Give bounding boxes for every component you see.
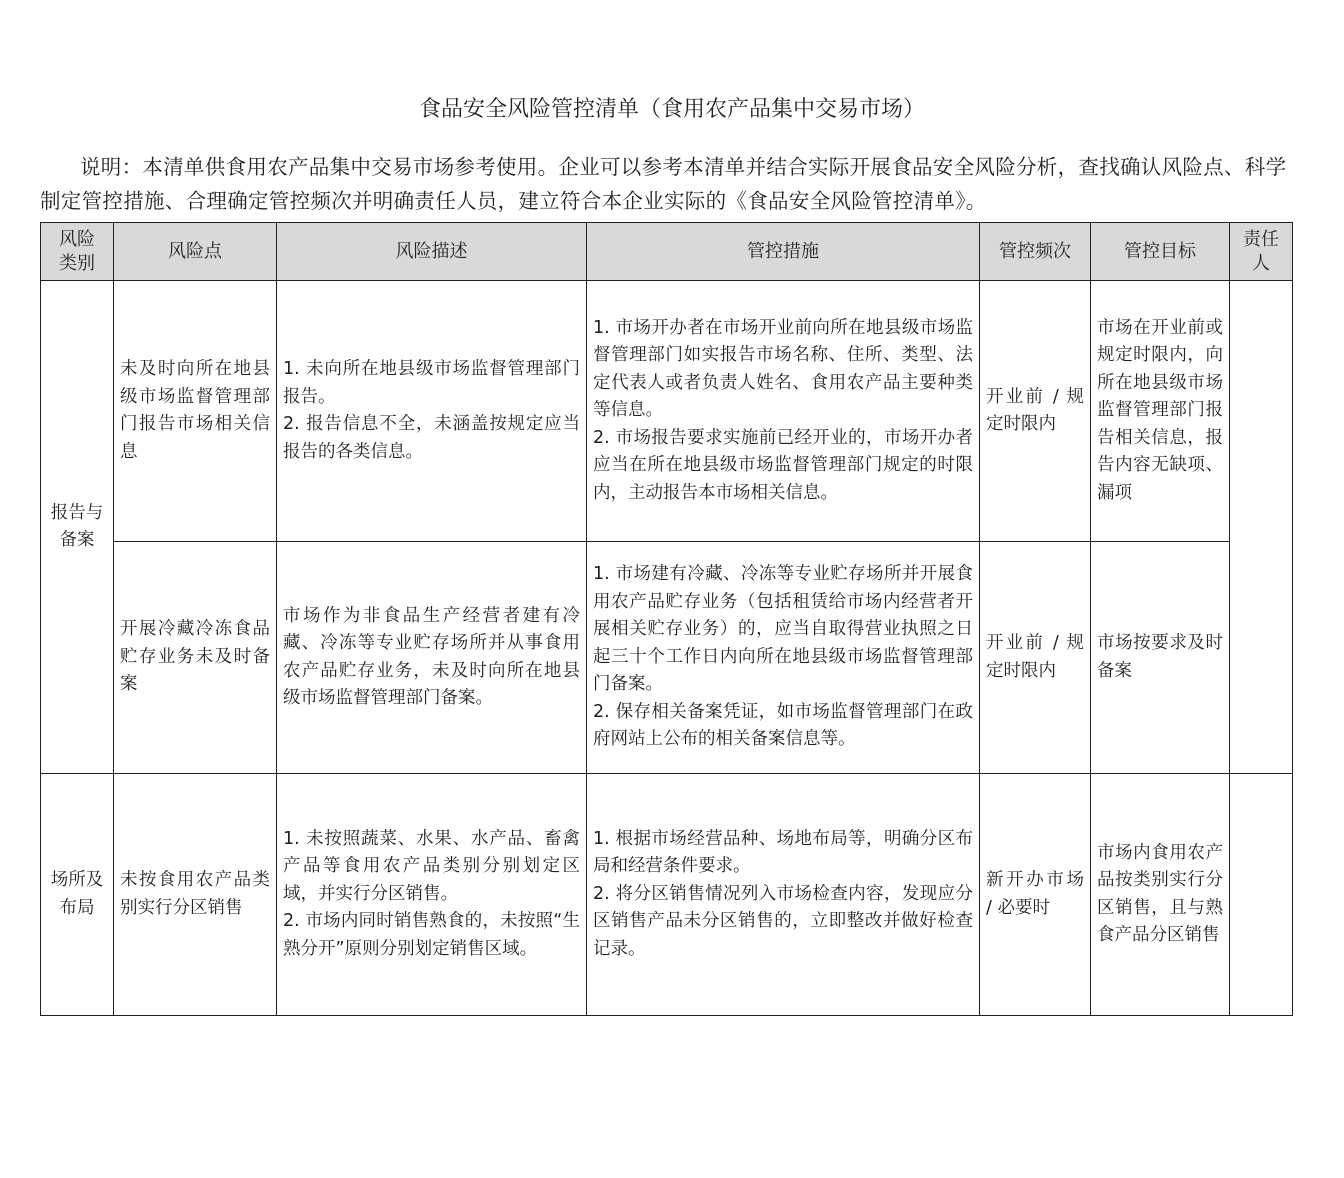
header-category: 风险 类别 (41, 223, 114, 281)
risk-category-cell: 场所及 布局 (41, 774, 114, 1016)
header-control-target: 管控目标 (1091, 223, 1230, 281)
control-frequency-cell: 开业前 / 规定时限内 (980, 281, 1091, 542)
responsible-person-cell (1230, 281, 1293, 774)
control-target-cell: 市场在开业前或规定时限内，向所在地县级市场监督管理部门报告相关信息，报告内容无缺项、漏项 (1091, 281, 1230, 542)
responsible-person-cell (1230, 774, 1293, 1016)
table-row (41, 774, 1293, 1016)
control-measures-cell: 1. 市场建有冷藏、冷冻等专业贮存场所并开展食用农产品贮存业务（包括租赁给市场内经营者开展相关贮存业务）的，应当自取得营业执照之日起三十个工作日内向所在地县级市场监督管理部门备案。 2. 保存相关备案凭证，如市场监督管理部门在政府网站上公布的相关备案信息等。 (587, 542, 980, 774)
risk-description-cell: 市场作为非食品生产经营者建有冷藏、冷冻等专业贮存场所并从事食用农产品贮存业务，未及时向所在地县级市场监督管理部门备案。 (277, 542, 587, 774)
risk-category-cell: 报告与 备案 (41, 281, 114, 774)
risk-description-cell: 1. 未按照蔬菜、水果、水产品、畜禽产品等食用农产品类别分别划定区域，并实行分区销售。 2. 市场内同时销售熟食的，未按照“生熟分开”原则分别划定销售区域。 (277, 774, 587, 1016)
header-risk-point: 风险点 (114, 223, 277, 281)
risk-control-table (40, 222, 1293, 1016)
header-risk-description: 风险描述 (277, 223, 587, 281)
instructions-paragraph: 说明：本清单供食用农产品集中交易市场参考使用。企业可以参考本清单并结合实际开展食品安全风险分析，查找确认风险点、科学制定管控措施、合理确定管控频次并明确责任人员，建立符合本企业实际的《食品安全风险管控清单》。 (40, 155, 1287, 213)
risk-description-cell: 1. 未向所在地县级市场监督管理部门报告。 2. 报告信息不全，未涵盖按规定应当报告的各类信息。 (277, 281, 587, 542)
header-control-frequency: 管控频次 (980, 223, 1091, 281)
control-target-cell: 市场内食用农产品按类别实行分区销售，且与熟食产品分区销售 (1091, 774, 1230, 1016)
risk-point-cell: 开展冷藏冷冻食品贮存业务未及时备案 (114, 542, 277, 774)
page-title: 食品安全风险管控清单（食用农产品集中交易市场） (418, 97, 925, 122)
control-frequency-cell: 开业前 / 规定时限内 (980, 542, 1091, 774)
control-measures-cell: 1. 市场开办者在市场开业前向所在地县级市场监督管理部门如实报告市场名称、住所、类型、法定代表人或者负责人姓名、食用农产品主要种类等信息。 2. 市场报告要求实施前已经开业的，市场开办者应当在所在地县级市场监督管理部门规定的时限内，主动报告本市场相关信息。 (587, 281, 980, 542)
control-frequency-cell: 新开办市场 / 必要时 (980, 774, 1091, 1016)
risk-point-cell: 未及时向所在地县级市场监督管理部门报告市场相关信息 (114, 281, 277, 542)
header-control-measures: 管控措施 (587, 223, 980, 281)
control-target-cell: 市场按要求及时备案 (1091, 542, 1230, 774)
risk-point-cell: 未按食用农产品类别实行分区销售 (114, 774, 277, 1016)
table-header-row (41, 223, 1293, 281)
header-responsible-person: 责任 人 (1230, 223, 1293, 281)
table-row (41, 542, 1293, 774)
table-row (41, 281, 1293, 542)
control-measures-cell: 1. 根据市场经营品种、场地布局等，明确分区布局和经营条件要求。 2. 将分区销售情况列入市场检查内容，发现应分区销售产品未分区销售的，立即整改并做好检查记录。 (587, 774, 980, 1016)
